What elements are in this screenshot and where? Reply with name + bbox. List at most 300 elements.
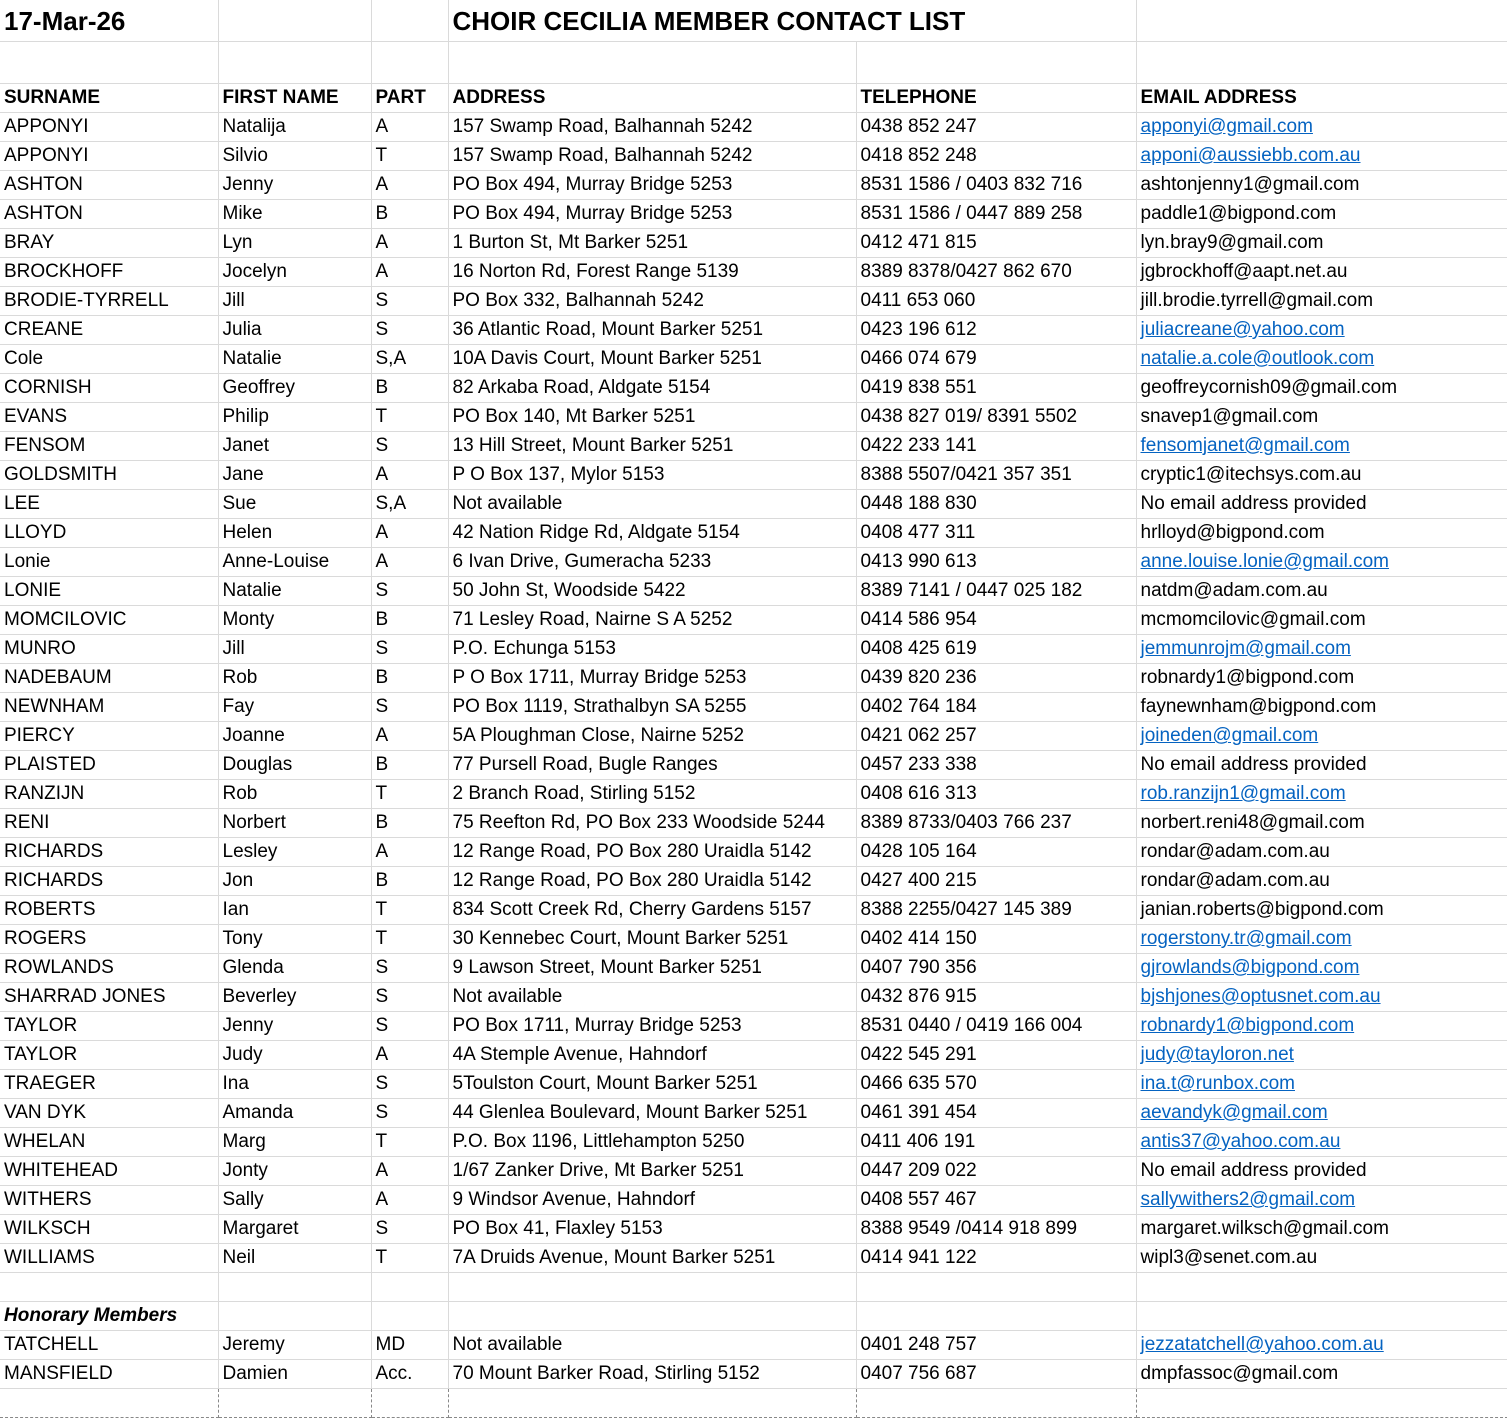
email-cell[interactable] bbox=[1136, 316, 1507, 345]
telephone-cell[interactable]: 0408 477 311 bbox=[856, 519, 1136, 548]
telephone-cell[interactable]: 0407 756 687 bbox=[856, 1360, 1136, 1389]
surname-cell[interactable]: ASHTON bbox=[0, 200, 218, 229]
address-cell[interactable]: 42 Nation Ridge Rd, Aldgate 5154 bbox=[448, 519, 856, 548]
address-cell[interactable]: 71 Lesley Road, Nairne S A 5252 bbox=[448, 606, 856, 635]
address-cell[interactable]: 7A Druids Avenue, Mount Barker 5251 bbox=[448, 1244, 856, 1273]
telephone-cell[interactable]: 0447 209 022 bbox=[856, 1157, 1136, 1186]
email-link[interactable]: natalie.a.cole@outlook.com bbox=[1140, 348, 1375, 369]
telephone-cell[interactable]: 0457 233 338 bbox=[856, 751, 1136, 780]
first-name-cell[interactable]: Ina bbox=[218, 1070, 371, 1099]
surname-cell[interactable]: CORNISH bbox=[0, 374, 218, 403]
surname-cell[interactable]: NADEBAUM bbox=[0, 664, 218, 693]
first-name-cell[interactable]: Natalie bbox=[218, 345, 371, 374]
first-name-cell[interactable]: Philip bbox=[218, 403, 371, 432]
address-cell[interactable]: 5A Ploughman Close, Nairne 5252 bbox=[448, 722, 856, 751]
email-link[interactable]: apponi@aussiebb.com.au bbox=[1140, 145, 1361, 166]
telephone-cell[interactable]: 0439 820 236 bbox=[856, 664, 1136, 693]
part-cell[interactable]: T bbox=[371, 403, 448, 432]
surname-cell[interactable]: RICHARDS bbox=[0, 838, 218, 867]
address-cell[interactable]: 6 Ivan Drive, Gumeracha 5233 bbox=[448, 548, 856, 577]
part-cell[interactable]: A bbox=[371, 229, 448, 258]
surname-cell[interactable]: PLAISTED bbox=[0, 751, 218, 780]
telephone-cell[interactable]: 8531 1586 / 0447 889 258 bbox=[856, 200, 1136, 229]
header-email[interactable]: EMAIL ADDRESS bbox=[1136, 84, 1507, 113]
surname-cell[interactable]: EVANS bbox=[0, 403, 218, 432]
email-link[interactable]: joineden@gmail.com bbox=[1140, 725, 1319, 746]
part-cell[interactable]: S bbox=[371, 693, 448, 722]
email-cell[interactable]: jgbrockhoff@aapt.net.au bbox=[1136, 258, 1507, 287]
email-cell[interactable] bbox=[1136, 925, 1507, 954]
part-cell[interactable]: S bbox=[371, 635, 448, 664]
empty-cell[interactable] bbox=[1136, 42, 1507, 84]
empty-cell[interactable] bbox=[0, 42, 218, 84]
email-link[interactable]: judy@tayloron.net bbox=[1140, 1044, 1294, 1065]
email-cell[interactable] bbox=[1136, 635, 1507, 664]
part-cell[interactable]: A bbox=[371, 258, 448, 287]
email-cell[interactable]: cryptic1@itechsys.com.au bbox=[1136, 461, 1507, 490]
first-name-cell[interactable]: Silvio bbox=[218, 142, 371, 171]
address-cell[interactable]: 157 Swamp Road, Balhannah 5242 bbox=[448, 113, 856, 142]
email-cell[interactable] bbox=[1136, 113, 1507, 142]
part-cell[interactable]: S bbox=[371, 1070, 448, 1099]
telephone-cell[interactable]: 0411 406 191 bbox=[856, 1128, 1136, 1157]
part-cell[interactable]: T bbox=[371, 925, 448, 954]
first-name-cell[interactable]: Ian bbox=[218, 896, 371, 925]
email-cell[interactable]: wipl3@senet.com.au bbox=[1136, 1244, 1507, 1273]
address-cell[interactable]: P.O. Echunga 5153 bbox=[448, 635, 856, 664]
email-cell[interactable]: margaret.wilksch@gmail.com bbox=[1136, 1215, 1507, 1244]
part-cell[interactable]: A bbox=[371, 1157, 448, 1186]
surname-cell[interactable]: WITHERS bbox=[0, 1186, 218, 1215]
first-name-cell[interactable]: Jenny bbox=[218, 1012, 371, 1041]
surname-cell[interactable]: BRODIE-TYRRELL bbox=[0, 287, 218, 316]
telephone-cell[interactable]: 0408 425 619 bbox=[856, 635, 1136, 664]
email-link[interactable]: anne.louise.lonie@gmail.com bbox=[1140, 551, 1389, 572]
email-cell[interactable] bbox=[1136, 1070, 1507, 1099]
empty-cell[interactable] bbox=[218, 1389, 371, 1418]
email-cell[interactable]: jill.brodie.tyrrell@gmail.com bbox=[1136, 287, 1507, 316]
address-cell[interactable]: 75 Reefton Rd, PO Box 233 Woodside 5244 bbox=[448, 809, 856, 838]
telephone-cell[interactable]: 0401 248 757 bbox=[856, 1331, 1136, 1360]
first-name-cell[interactable]: Jeremy bbox=[218, 1331, 371, 1360]
first-name-cell[interactable]: Rob bbox=[218, 664, 371, 693]
email-link[interactable]: juliacreane@yahoo.com bbox=[1140, 319, 1345, 340]
email-link[interactable]: jezzatatchell@yahoo.com.au bbox=[1140, 1334, 1384, 1355]
address-cell[interactable]: PO Box 41, Flaxley 5153 bbox=[448, 1215, 856, 1244]
email-link[interactable]: fensomjanet@gmail.com bbox=[1140, 435, 1350, 456]
empty-cell[interactable] bbox=[856, 1273, 1136, 1302]
part-cell[interactable]: S,A bbox=[371, 490, 448, 519]
email-cell[interactable]: mcmomcilovic@gmail.com bbox=[1136, 606, 1507, 635]
empty-cell[interactable] bbox=[448, 1302, 856, 1331]
empty-cell[interactable] bbox=[1136, 1273, 1507, 1302]
surname-cell[interactable]: LONIE bbox=[0, 577, 218, 606]
address-cell[interactable]: 1/67 Zanker Drive, Mt Barker 5251 bbox=[448, 1157, 856, 1186]
first-name-cell[interactable]: Norbert bbox=[218, 809, 371, 838]
email-cell[interactable] bbox=[1136, 983, 1507, 1012]
header-surname[interactable]: SURNAME bbox=[0, 84, 218, 113]
email-cell[interactable]: snavep1@gmail.com bbox=[1136, 403, 1507, 432]
address-cell[interactable]: 834 Scott Creek Rd, Cherry Gardens 5157 bbox=[448, 896, 856, 925]
email-link[interactable]: antis37@yahoo.com.au bbox=[1140, 1131, 1341, 1152]
surname-cell[interactable]: ROWLANDS bbox=[0, 954, 218, 983]
empty-cell[interactable] bbox=[856, 42, 1136, 84]
empty-cell[interactable] bbox=[1136, 0, 1507, 42]
empty-cell[interactable] bbox=[1136, 1389, 1507, 1418]
email-link[interactable]: rob.ranzijn1@gmail.com bbox=[1140, 783, 1346, 804]
address-cell[interactable]: PO Box 140, Mt Barker 5251 bbox=[448, 403, 856, 432]
first-name-cell[interactable]: Janet bbox=[218, 432, 371, 461]
email-cell[interactable] bbox=[1136, 954, 1507, 983]
email-cell[interactable]: robnardy1@bigpond.com bbox=[1136, 664, 1507, 693]
surname-cell[interactable]: CREANE bbox=[0, 316, 218, 345]
first-name-cell[interactable]: Fay bbox=[218, 693, 371, 722]
first-name-cell[interactable]: Jocelyn bbox=[218, 258, 371, 287]
address-cell[interactable]: PO Box 332, Balhannah 5242 bbox=[448, 287, 856, 316]
part-cell[interactable]: A bbox=[371, 171, 448, 200]
email-cell[interactable]: hrlloyd@bigpond.com bbox=[1136, 519, 1507, 548]
email-cell[interactable]: norbert.reni48@gmail.com bbox=[1136, 809, 1507, 838]
email-cell[interactable]: rondar@adam.com.au bbox=[1136, 867, 1507, 896]
address-cell[interactable]: 12 Range Road, PO Box 280 Uraidla 5142 bbox=[448, 867, 856, 896]
telephone-cell[interactable]: 0422 233 141 bbox=[856, 432, 1136, 461]
address-cell[interactable]: 36 Atlantic Road, Mount Barker 5251 bbox=[448, 316, 856, 345]
address-cell[interactable]: P O Box 137, Mylor 5153 bbox=[448, 461, 856, 490]
empty-cell[interactable] bbox=[218, 1273, 371, 1302]
email-cell[interactable] bbox=[1136, 548, 1507, 577]
first-name-cell[interactable]: Douglas bbox=[218, 751, 371, 780]
email-cell[interactable] bbox=[1136, 722, 1507, 751]
email-cell[interactable] bbox=[1136, 1331, 1507, 1360]
first-name-cell[interactable]: Sue bbox=[218, 490, 371, 519]
address-cell[interactable]: 10A Davis Court, Mount Barker 5251 bbox=[448, 345, 856, 374]
telephone-cell[interactable]: 0448 188 830 bbox=[856, 490, 1136, 519]
email-cell[interactable]: rondar@adam.com.au bbox=[1136, 838, 1507, 867]
first-name-cell[interactable]: Amanda bbox=[218, 1099, 371, 1128]
telephone-cell[interactable]: 8389 7141 / 0447 025 182 bbox=[856, 577, 1136, 606]
empty-cell[interactable] bbox=[218, 0, 371, 42]
first-name-cell[interactable]: Jon bbox=[218, 867, 371, 896]
surname-cell[interactable]: TAYLOR bbox=[0, 1041, 218, 1070]
header-first-name[interactable]: FIRST NAME bbox=[218, 84, 371, 113]
telephone-cell[interactable]: 8389 8378/0427 862 670 bbox=[856, 258, 1136, 287]
first-name-cell[interactable]: Mike bbox=[218, 200, 371, 229]
first-name-cell[interactable]: Margaret bbox=[218, 1215, 371, 1244]
surname-cell[interactable]: FENSOM bbox=[0, 432, 218, 461]
first-name-cell[interactable]: Judy bbox=[218, 1041, 371, 1070]
email-cell[interactable]: lyn.bray9@gmail.com bbox=[1136, 229, 1507, 258]
telephone-cell[interactable]: 0466 635 570 bbox=[856, 1070, 1136, 1099]
telephone-cell[interactable]: 8388 2255/0427 145 389 bbox=[856, 896, 1136, 925]
address-cell[interactable]: Not available bbox=[448, 983, 856, 1012]
part-cell[interactable]: S bbox=[371, 432, 448, 461]
surname-cell[interactable]: APPONYI bbox=[0, 142, 218, 171]
part-cell[interactable]: T bbox=[371, 780, 448, 809]
part-cell[interactable]: A bbox=[371, 722, 448, 751]
empty-cell[interactable] bbox=[218, 42, 371, 84]
telephone-cell[interactable]: 0407 790 356 bbox=[856, 954, 1136, 983]
surname-cell[interactable]: TATCHELL bbox=[0, 1331, 218, 1360]
email-link[interactable]: gjrowlands@bigpond.com bbox=[1140, 957, 1360, 978]
surname-cell[interactable]: MANSFIELD bbox=[0, 1360, 218, 1389]
surname-cell[interactable]: LLOYD bbox=[0, 519, 218, 548]
empty-cell[interactable] bbox=[0, 1273, 218, 1302]
first-name-cell[interactable]: Monty bbox=[218, 606, 371, 635]
surname-cell[interactable]: ROGERS bbox=[0, 925, 218, 954]
empty-cell[interactable] bbox=[371, 1389, 448, 1418]
telephone-cell[interactable]: 0418 852 248 bbox=[856, 142, 1136, 171]
surname-cell[interactable]: WILKSCH bbox=[0, 1215, 218, 1244]
telephone-cell[interactable]: 0466 074 679 bbox=[856, 345, 1136, 374]
first-name-cell[interactable]: Jonty bbox=[218, 1157, 371, 1186]
address-cell[interactable]: P.O. Box 1196, Littlehampton 5250 bbox=[448, 1128, 856, 1157]
telephone-cell[interactable]: 0423 196 612 bbox=[856, 316, 1136, 345]
first-name-cell[interactable]: Lyn bbox=[218, 229, 371, 258]
first-name-cell[interactable]: Lesley bbox=[218, 838, 371, 867]
email-link[interactable]: ina.t@runbox.com bbox=[1140, 1073, 1295, 1094]
email-cell[interactable] bbox=[1136, 432, 1507, 461]
email-link[interactable]: bjshjones@optusnet.com.au bbox=[1140, 986, 1381, 1007]
address-cell[interactable]: 12 Range Road, PO Box 280 Uraidla 5142 bbox=[448, 838, 856, 867]
address-cell[interactable]: 82 Arkaba Road, Aldgate 5154 bbox=[448, 374, 856, 403]
part-cell[interactable]: S bbox=[371, 316, 448, 345]
email-cell[interactable] bbox=[1136, 142, 1507, 171]
address-cell[interactable]: 1 Burton St, Mt Barker 5251 bbox=[448, 229, 856, 258]
surname-cell[interactable]: ASHTON bbox=[0, 171, 218, 200]
address-cell[interactable]: 44 Glenlea Boulevard, Mount Barker 5251 bbox=[448, 1099, 856, 1128]
email-cell[interactable]: No email address provided bbox=[1136, 490, 1507, 519]
surname-cell[interactable]: ROBERTS bbox=[0, 896, 218, 925]
telephone-cell[interactable]: 0408 616 313 bbox=[856, 780, 1136, 809]
first-name-cell[interactable]: Natalija bbox=[218, 113, 371, 142]
telephone-cell[interactable]: 0421 062 257 bbox=[856, 722, 1136, 751]
surname-cell[interactable]: APPONYI bbox=[0, 113, 218, 142]
surname-cell[interactable]: BROCKHOFF bbox=[0, 258, 218, 287]
surname-cell[interactable]: MOMCILOVIC bbox=[0, 606, 218, 635]
address-cell[interactable]: 77 Pursell Road, Bugle Ranges bbox=[448, 751, 856, 780]
email-cell[interactable]: janian.roberts@bigpond.com bbox=[1136, 896, 1507, 925]
address-cell[interactable]: PO Box 494, Murray Bridge 5253 bbox=[448, 200, 856, 229]
telephone-cell[interactable]: 8388 5507/0421 357 351 bbox=[856, 461, 1136, 490]
first-name-cell[interactable]: Julia bbox=[218, 316, 371, 345]
empty-cell[interactable] bbox=[448, 1273, 856, 1302]
address-cell[interactable]: PO Box 1119, Strathalbyn SA 5255 bbox=[448, 693, 856, 722]
part-cell[interactable]: T bbox=[371, 896, 448, 925]
part-cell[interactable]: S bbox=[371, 287, 448, 316]
email-cell[interactable]: geoffreycornish09@gmail.com bbox=[1136, 374, 1507, 403]
surname-cell[interactable]: MUNRO bbox=[0, 635, 218, 664]
sheet-title[interactable]: CHOIR CECILIA MEMBER CONTACT LIST bbox=[448, 0, 1136, 42]
surname-cell[interactable]: GOLDSMITH bbox=[0, 461, 218, 490]
email-cell[interactable]: No email address provided bbox=[1136, 751, 1507, 780]
first-name-cell[interactable]: Jane bbox=[218, 461, 371, 490]
part-cell[interactable]: B bbox=[371, 374, 448, 403]
part-cell[interactable]: A bbox=[371, 548, 448, 577]
telephone-cell[interactable]: 0438 827 019/ 8391 5502 bbox=[856, 403, 1136, 432]
address-cell[interactable]: 30 Kennebec Court, Mount Barker 5251 bbox=[448, 925, 856, 954]
part-cell[interactable]: T bbox=[371, 1128, 448, 1157]
telephone-cell[interactable]: 0422 545 291 bbox=[856, 1041, 1136, 1070]
telephone-cell[interactable]: 0402 764 184 bbox=[856, 693, 1136, 722]
address-cell[interactable]: 50 John St, Woodside 5422 bbox=[448, 577, 856, 606]
email-cell[interactable] bbox=[1136, 1012, 1507, 1041]
part-cell[interactable]: S bbox=[371, 983, 448, 1012]
telephone-cell[interactable]: 0461 391 454 bbox=[856, 1099, 1136, 1128]
address-cell[interactable]: 2 Branch Road, Stirling 5152 bbox=[448, 780, 856, 809]
part-cell[interactable]: MD bbox=[371, 1331, 448, 1360]
surname-cell[interactable]: BRAY bbox=[0, 229, 218, 258]
first-name-cell[interactable]: Rob bbox=[218, 780, 371, 809]
telephone-cell[interactable]: 0438 852 247 bbox=[856, 113, 1136, 142]
empty-cell[interactable] bbox=[371, 42, 448, 84]
part-cell[interactable]: B bbox=[371, 200, 448, 229]
address-cell[interactable]: 70 Mount Barker Road, Stirling 5152 bbox=[448, 1360, 856, 1389]
email-link[interactable]: rogerstony.tr@gmail.com bbox=[1140, 928, 1352, 949]
first-name-cell[interactable]: Beverley bbox=[218, 983, 371, 1012]
address-cell[interactable]: 4A Stemple Avenue, Hahndorf bbox=[448, 1041, 856, 1070]
surname-cell[interactable]: LEE bbox=[0, 490, 218, 519]
part-cell[interactable]: S bbox=[371, 1012, 448, 1041]
email-cell[interactable] bbox=[1136, 1099, 1507, 1128]
telephone-cell[interactable]: 0414 586 954 bbox=[856, 606, 1136, 635]
first-name-cell[interactable]: Natalie bbox=[218, 577, 371, 606]
email-cell[interactable]: paddle1@bigpond.com bbox=[1136, 200, 1507, 229]
part-cell[interactable]: A bbox=[371, 113, 448, 142]
email-cell[interactable] bbox=[1136, 1041, 1507, 1070]
part-cell[interactable]: S bbox=[371, 1099, 448, 1128]
address-cell[interactable]: Not available bbox=[448, 490, 856, 519]
email-cell[interactable]: faynewnham@bigpond.com bbox=[1136, 693, 1507, 722]
part-cell[interactable]: T bbox=[371, 142, 448, 171]
surname-cell[interactable]: WHELAN bbox=[0, 1128, 218, 1157]
header-part[interactable]: PART bbox=[371, 84, 448, 113]
telephone-cell[interactable]: 8531 0440 / 0419 166 004 bbox=[856, 1012, 1136, 1041]
address-cell[interactable]: PO Box 494, Murray Bridge 5253 bbox=[448, 171, 856, 200]
surname-cell[interactable]: PIERCY bbox=[0, 722, 218, 751]
surname-cell[interactable]: RANZIJN bbox=[0, 780, 218, 809]
surname-cell[interactable]: VAN DYK bbox=[0, 1099, 218, 1128]
address-cell[interactable]: 16 Norton Rd, Forest Range 5139 bbox=[448, 258, 856, 287]
surname-cell[interactable]: RENI bbox=[0, 809, 218, 838]
part-cell[interactable]: Acc. bbox=[371, 1360, 448, 1389]
part-cell[interactable]: B bbox=[371, 809, 448, 838]
part-cell[interactable]: A bbox=[371, 461, 448, 490]
empty-cell[interactable] bbox=[218, 1302, 371, 1331]
address-cell[interactable]: 13 Hill Street, Mount Barker 5251 bbox=[448, 432, 856, 461]
header-address[interactable]: ADDRESS bbox=[448, 84, 856, 113]
telephone-cell[interactable]: 0427 400 215 bbox=[856, 867, 1136, 896]
telephone-cell[interactable]: 0432 876 915 bbox=[856, 983, 1136, 1012]
empty-cell[interactable] bbox=[0, 1389, 218, 1418]
part-cell[interactable]: S bbox=[371, 577, 448, 606]
first-name-cell[interactable]: Tony bbox=[218, 925, 371, 954]
telephone-cell[interactable]: 0402 414 150 bbox=[856, 925, 1136, 954]
first-name-cell[interactable]: Helen bbox=[218, 519, 371, 548]
telephone-cell[interactable]: 0411 653 060 bbox=[856, 287, 1136, 316]
email-cell[interactable] bbox=[1136, 780, 1507, 809]
surname-cell[interactable]: Lonie bbox=[0, 548, 218, 577]
address-cell[interactable]: 9 Windsor Avenue, Hahndorf bbox=[448, 1186, 856, 1215]
first-name-cell[interactable]: Geoffrey bbox=[218, 374, 371, 403]
surname-cell[interactable]: TRAEGER bbox=[0, 1070, 218, 1099]
email-cell[interactable]: natdm@adam.com.au bbox=[1136, 577, 1507, 606]
part-cell[interactable]: A bbox=[371, 519, 448, 548]
email-link[interactable]: jemmunrojm@gmail.com bbox=[1140, 638, 1351, 659]
honorary-members-label[interactable]: Honorary Members bbox=[0, 1302, 218, 1331]
surname-cell[interactable]: WILLIAMS bbox=[0, 1244, 218, 1273]
empty-cell[interactable] bbox=[856, 1389, 1136, 1418]
empty-cell[interactable] bbox=[371, 0, 448, 42]
first-name-cell[interactable]: Glenda bbox=[218, 954, 371, 983]
part-cell[interactable]: S,A bbox=[371, 345, 448, 374]
email-cell[interactable] bbox=[1136, 345, 1507, 374]
address-cell[interactable]: 157 Swamp Road, Balhannah 5242 bbox=[448, 142, 856, 171]
part-cell[interactable]: B bbox=[371, 606, 448, 635]
email-link[interactable]: sallywithers2@gmail.com bbox=[1140, 1189, 1356, 1210]
surname-cell[interactable]: Cole bbox=[0, 345, 218, 374]
empty-cell[interactable] bbox=[1136, 1302, 1507, 1331]
telephone-cell[interactable]: 8388 9549 /0414 918 899 bbox=[856, 1215, 1136, 1244]
empty-cell[interactable] bbox=[448, 42, 856, 84]
empty-cell[interactable] bbox=[448, 1389, 856, 1418]
telephone-cell[interactable]: 0412 471 815 bbox=[856, 229, 1136, 258]
surname-cell[interactable]: NEWNHAM bbox=[0, 693, 218, 722]
surname-cell[interactable]: TAYLOR bbox=[0, 1012, 218, 1041]
address-cell[interactable]: 5Toulston Court, Mount Barker 5251 bbox=[448, 1070, 856, 1099]
email-link[interactable]: apponyi@gmail.com bbox=[1140, 116, 1313, 137]
telephone-cell[interactable]: 0414 941 122 bbox=[856, 1244, 1136, 1273]
surname-cell[interactable]: SHARRAD JONES bbox=[0, 983, 218, 1012]
empty-cell[interactable] bbox=[371, 1302, 448, 1331]
email-cell[interactable] bbox=[1136, 1128, 1507, 1157]
email-cell[interactable] bbox=[1136, 1186, 1507, 1215]
first-name-cell[interactable]: Marg bbox=[218, 1128, 371, 1157]
first-name-cell[interactable]: Sally bbox=[218, 1186, 371, 1215]
telephone-cell[interactable]: 8531 1586 / 0403 832 716 bbox=[856, 171, 1136, 200]
part-cell[interactable]: B bbox=[371, 751, 448, 780]
email-cell[interactable]: dmpfassoc@gmail.com bbox=[1136, 1360, 1507, 1389]
part-cell[interactable]: T bbox=[371, 1244, 448, 1273]
part-cell[interactable]: A bbox=[371, 1186, 448, 1215]
email-link[interactable]: robnardy1@bigpond.com bbox=[1140, 1015, 1355, 1036]
address-cell[interactable]: PO Box 1711, Murray Bridge 5253 bbox=[448, 1012, 856, 1041]
empty-cell[interactable] bbox=[856, 1302, 1136, 1331]
first-name-cell[interactable]: Joanne bbox=[218, 722, 371, 751]
first-name-cell[interactable]: Neil bbox=[218, 1244, 371, 1273]
surname-cell[interactable]: RICHARDS bbox=[0, 867, 218, 896]
date-cell[interactable]: 17-Mar-26 bbox=[0, 0, 218, 42]
address-cell[interactable]: Not available bbox=[448, 1331, 856, 1360]
empty-cell[interactable] bbox=[371, 1273, 448, 1302]
telephone-cell[interactable]: 0413 990 613 bbox=[856, 548, 1136, 577]
telephone-cell[interactable]: 0428 105 164 bbox=[856, 838, 1136, 867]
email-link[interactable]: aevandyk@gmail.com bbox=[1140, 1102, 1328, 1123]
surname-cell[interactable]: WHITEHEAD bbox=[0, 1157, 218, 1186]
email-cell[interactable]: No email address provided bbox=[1136, 1157, 1507, 1186]
first-name-cell[interactable]: Anne-Louise bbox=[218, 548, 371, 577]
part-cell[interactable]: B bbox=[371, 867, 448, 896]
first-name-cell[interactable]: Jenny bbox=[218, 171, 371, 200]
part-cell[interactable]: S bbox=[371, 1215, 448, 1244]
address-cell[interactable]: P O Box 1711, Murray Bridge 5253 bbox=[448, 664, 856, 693]
telephone-cell[interactable]: 0408 557 467 bbox=[856, 1186, 1136, 1215]
address-cell[interactable]: 9 Lawson Street, Mount Barker 5251 bbox=[448, 954, 856, 983]
telephone-cell[interactable]: 8389 8733/0403 766 237 bbox=[856, 809, 1136, 838]
first-name-cell[interactable]: Jill bbox=[218, 287, 371, 316]
telephone-cell[interactable]: 0419 838 551 bbox=[856, 374, 1136, 403]
part-cell[interactable]: S bbox=[371, 954, 448, 983]
part-cell[interactable]: A bbox=[371, 1041, 448, 1070]
